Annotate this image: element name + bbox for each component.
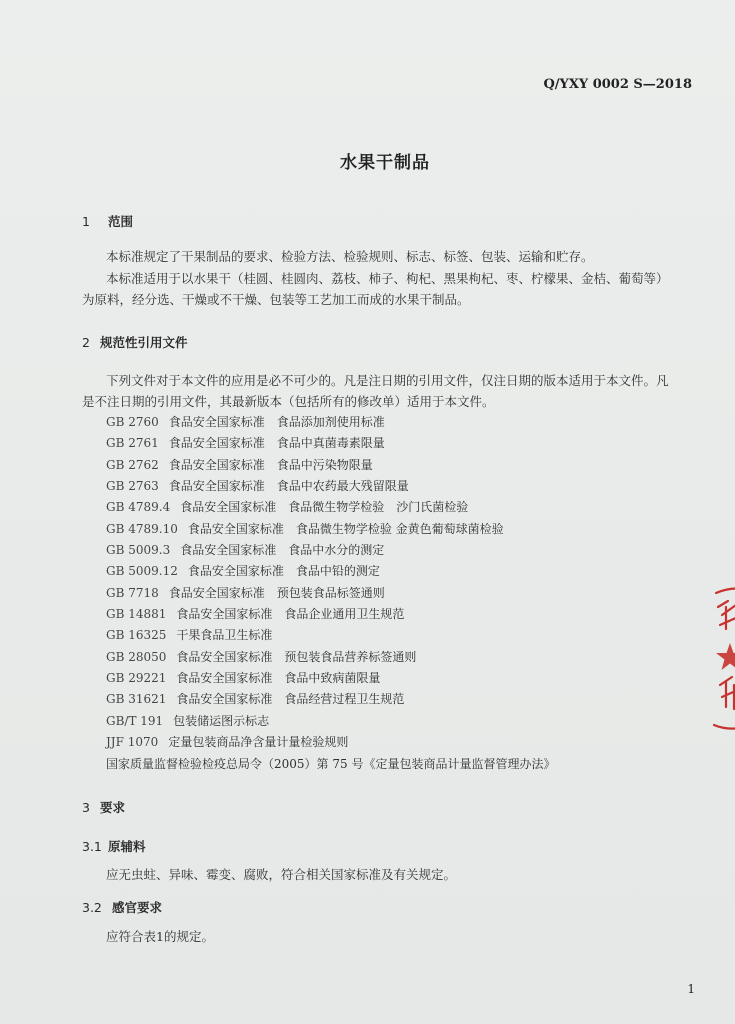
refs-intro-paragraph: 下列文件对于本文件的应用是必不可少的。凡是注日期的引用文件，仅注日期的版本适用于本文件。凡 是不注日期的引用文件，其最新版本（包括所有的修改单）适用于本文件。 <box>82 373 669 409</box>
reference-item: JJF 1070 定量包装商品净含量计量检验规则 <box>106 735 349 750</box>
section-title: 规范性引用文件 <box>100 335 188 350</box>
section-number: 3 <box>82 800 90 815</box>
section-1-heading <box>82 212 133 230</box>
scope-paragraph-1: 本标准规定了干果制品的要求、检验方法、检验规则、标志、标签、包装、运输和贮存。 <box>106 249 594 264</box>
reference-item: GB 4789.10 食品安全国家标准 食品微生物学检验 金黄色葡萄球菌检验 <box>106 521 504 536</box>
reference-item: GB 31621 食品安全国家标准 食品经营过程卫生规范 <box>106 692 405 707</box>
reference-item: GB 28050 食品安全国家标准 预包装食品营养标签通则 <box>106 649 417 664</box>
section-number: 1 <box>82 214 90 229</box>
reference-item: GB/T 191 包装储运图示标志 <box>106 713 270 728</box>
normative-references-list <box>106 412 555 775</box>
section-3-1-heading <box>82 837 146 855</box>
reference-item: GB 2763 食品安全国家标准 食品中农药最大残留限量 <box>106 479 409 494</box>
sensory-requirement: 应符合表1的规定。 <box>106 929 214 944</box>
star-icon <box>716 643 735 670</box>
reference-item: GB 2760 食品安全国家标准 食品添加剂使用标准 <box>106 415 385 429</box>
section-2-heading <box>82 333 188 351</box>
reference-item: 国家质量监督检验检疫总局令（2005）第 75 号《定量包装商品计量监督管理办法》 <box>106 756 556 771</box>
reference-item: GB 7718 食品安全国家标准 预包装食品标签通则 <box>106 585 385 600</box>
section-title: 感官要求 <box>112 900 163 915</box>
page-number: 1 <box>687 982 695 996</box>
section-title: 范围 <box>108 214 134 229</box>
section-number: 3.2 <box>82 900 102 915</box>
section-title: 要求 <box>100 800 126 815</box>
reference-item: GB 4789.4 食品安全国家标准 食品微生物学检验 沙门氏菌检验 <box>106 500 469 515</box>
official-seal-stamp <box>710 585 735 730</box>
section-3-heading <box>82 798 125 816</box>
reference-item: GB 5009.3 食品安全国家标准 食品中水分的测定 <box>106 543 385 558</box>
document-title: 水果干制品 <box>340 153 430 173</box>
reference-item: GB 2762 食品安全国家标准 食品中污染物限量 <box>106 457 373 472</box>
reference-item: GB 16325 干果食品卫生标准 <box>106 628 273 643</box>
document-code: Q/YXY 0002 S—2018 <box>543 77 692 92</box>
section-number: 3.1 <box>82 839 102 854</box>
raw-material-requirement: 应无虫蛀、异味、霉变、腐败，符合相关国家标准及有关规定。 <box>106 867 457 882</box>
section-3-2-heading <box>82 898 162 916</box>
section-number: 2 <box>82 335 90 350</box>
scope-paragraph-2: 本标准适用于以水果干（桂圆、桂圆肉、荔枝、柿子、枸杞、黑果枸杞、枣、柠檬果、金桔、葡萄等） 为原料，经分选、干燥或不干燥、包装等工艺加工而成的水果干制品。 <box>82 271 669 307</box>
section-title: 原辅料 <box>108 839 146 854</box>
reference-item: GB 29221 食品安全国家标准 食品中致病菌限量 <box>106 671 381 686</box>
reference-item: GB 2761 食品安全国家标准 食品中真菌毒素限量 <box>106 436 385 451</box>
reference-item: GB 14881 食品安全国家标准 食品企业通用卫生规范 <box>106 607 405 622</box>
reference-item: GB 5009.12 食品安全国家标准 食品中铅的测定 <box>106 564 380 579</box>
